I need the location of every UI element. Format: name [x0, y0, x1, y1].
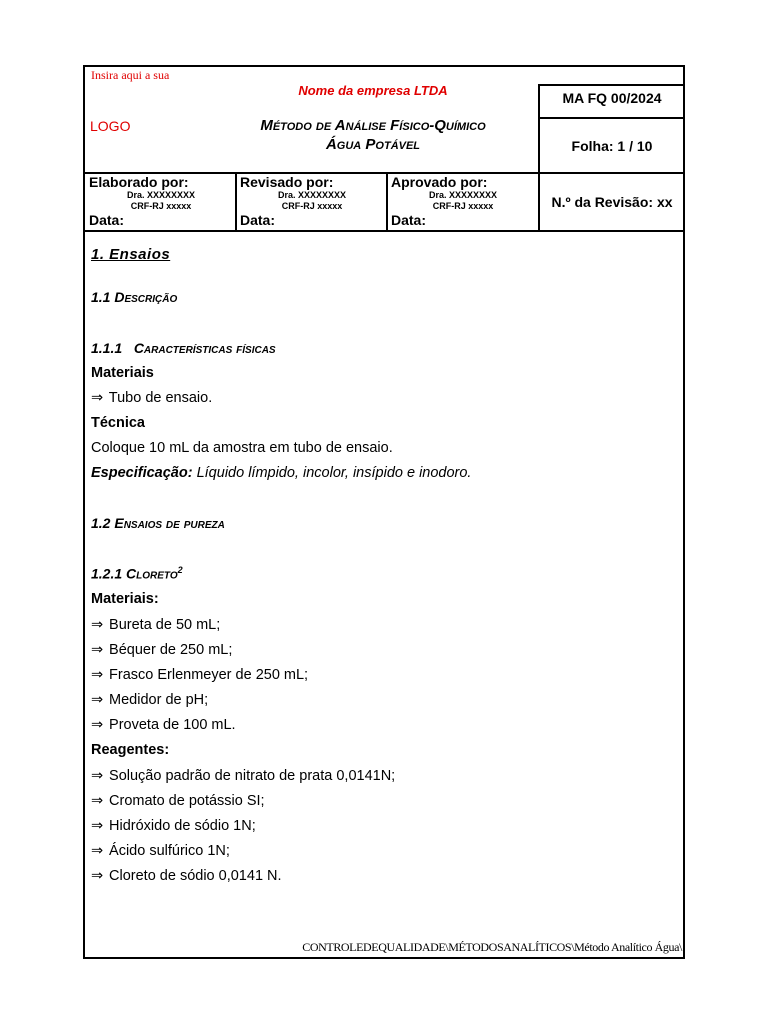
subsection-heading: 1.1 Descrição: [91, 289, 178, 305]
list-item-text: Proveta de 100 mL.: [109, 717, 236, 733]
signature-reg: CRF-RJ xxxxx: [281, 201, 343, 211]
arrow-icon: ⇒: [91, 717, 104, 733]
logo-note: Insira aqui a sua: [91, 68, 170, 82]
heading-title: 1.2.1 Cloreto: [91, 565, 178, 582]
arrow-icon: ⇒: [91, 868, 104, 884]
sig-divider-2: [386, 172, 388, 232]
technique-text: Coloque 10 mL da amostra em tubo de ensaio.: [91, 440, 393, 456]
arrow-icon: ⇒: [91, 768, 104, 784]
reagents-label: Reagentes:: [91, 742, 170, 758]
signature-reg: CRF-RJ xxxxx: [432, 201, 494, 211]
header-divider-signatures-bottom: [85, 230, 683, 232]
specification-label: Especificação:: [91, 465, 193, 481]
signature-name: Dra. XXXXXXXX: [126, 190, 196, 200]
list-item: [91, 667, 308, 683]
signature-name: Dra. XXXXXXXX: [428, 190, 498, 200]
document-code: MA FQ 00/2024: [562, 90, 662, 106]
subsection-heading: 1.2 Ensaios de pureza: [91, 515, 225, 531]
signature-revisado: [240, 174, 384, 230]
list-item: [91, 868, 282, 884]
list-item: [91, 843, 230, 859]
subsubsection-heading: [91, 340, 276, 356]
list-item: [91, 793, 265, 809]
specification-text: Líquido límpido, incolor, insípido e inodoro.: [196, 465, 472, 481]
signature-name: Dra. XXXXXXXX: [277, 190, 347, 200]
subsubsection-heading: [91, 565, 183, 582]
list-item-text: Solução padrão de nitrato de prata 0,0141N;: [109, 768, 396, 784]
logo: LOGO: [90, 118, 131, 134]
list-item: [91, 818, 256, 834]
list-item: [91, 692, 208, 708]
signature-elaborado: [89, 174, 233, 230]
materials-label: Materiais: [91, 365, 154, 381]
list-item: [91, 717, 236, 733]
list-item-text: Cloreto de sódio 0,0141 N.: [109, 868, 282, 884]
signature-date: Data:: [240, 212, 276, 228]
document-title: [210, 116, 536, 154]
signature-date: Data:: [89, 212, 125, 228]
signature-reg: CRF-RJ xxxxx: [130, 201, 192, 211]
arrow-icon: ⇒: [91, 642, 104, 658]
heading-number: 1.1.1: [91, 340, 123, 356]
signature-role: Aprovado por:: [391, 174, 488, 190]
list-item-text: Hidróxido de sódio 1N;: [109, 818, 256, 834]
list-item-text: Frasco Erlenmeyer de 250 mL;: [109, 667, 309, 683]
signature-aprovado: [391, 174, 535, 230]
list-item-text: Bureta de 50 mL;: [109, 617, 221, 633]
arrow-icon: ⇒: [91, 843, 104, 859]
footnote-ref: 2: [177, 565, 183, 575]
technique-label: Técnica: [91, 415, 145, 431]
list-item-text: Béquer de 250 mL;: [109, 642, 233, 658]
arrow-icon: ⇒: [91, 617, 104, 633]
header-divider-code: [538, 84, 683, 86]
materials-label: Materiais:: [91, 591, 159, 607]
signature-role: Revisado por:: [240, 174, 334, 190]
file-path-footer: CONTROLEDEQUALIDADE\MÉTODOSANALÍTICOS\Método Analítico Água\: [302, 940, 682, 954]
list-item-text: Ácido sulfúrico 1N;: [109, 843, 230, 859]
title-line-2: Água Potável: [325, 136, 421, 153]
revision-number: N.º da Revisão: xx: [551, 194, 673, 210]
sig-divider-1: [235, 172, 237, 232]
list-item: [91, 768, 395, 784]
list-item: [91, 390, 212, 406]
list-item-text: Tubo de ensaio.: [108, 390, 213, 406]
specification: [91, 465, 471, 481]
list-item-text: Medidor de pH;: [109, 692, 209, 708]
list-item: [91, 617, 220, 633]
list-item: [91, 642, 232, 658]
heading-title: Características físicas: [133, 340, 276, 356]
title-line-1: Método de Análise Físico-Químico: [260, 117, 486, 134]
arrow-icon: ⇒: [91, 390, 104, 406]
arrow-icon: ⇒: [91, 793, 104, 809]
company-name: Nome da empresa LTDA: [298, 83, 448, 98]
header-divider-sheet: [538, 117, 683, 119]
arrow-icon: ⇒: [91, 692, 104, 708]
signature-role: Elaborado por:: [89, 174, 189, 190]
arrow-icon: ⇒: [91, 667, 104, 683]
signature-date: Data:: [391, 212, 427, 228]
section-heading: 1. Ensaios: [91, 246, 171, 263]
list-item-text: Cromato de potássio SI;: [109, 793, 265, 809]
sheet-number: Folha: 1 / 10: [571, 138, 653, 154]
arrow-icon: ⇒: [91, 818, 104, 834]
